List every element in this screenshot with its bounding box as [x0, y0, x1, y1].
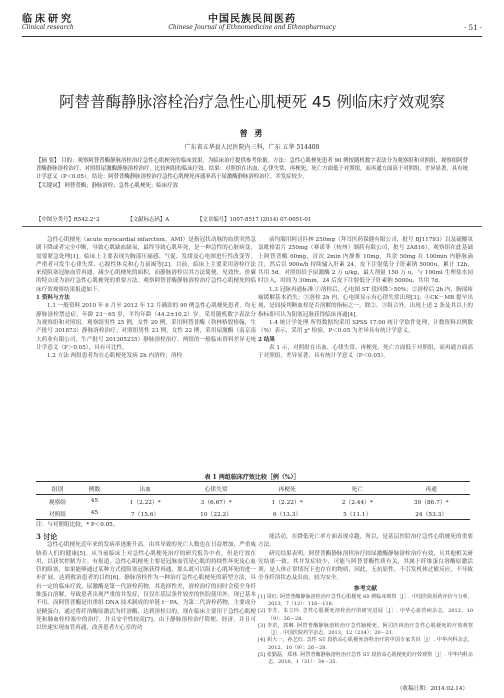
paragraph: 急性心肌梗死（acute myocardial infarction，AMI）是指冠状动脉的血供突然急剧下降或者完全中断，导致心肌缺血缺氧，最终导致心肌坏死，是一种急性的心脏病变，需要紧急处理[1]。临床上主要表现为胸部压痛感、气促、发绀及心电图进行性改变等，严重者可发生心律失常、心源性休克和心力衰竭等[2]。目前，临床上主要采用溶栓疗法来使阻塞冠脉血管再通，减少心肌梗死的面积，而静脉溶栓以其方法简便、见效快、价廉的特点成为治疗急性心肌梗死的重要方法。观察阿替普酶静脉溶栓治疗急性心肌梗死的临床疗效观察结果报道如下。	[36, 237, 256, 293]
table-header: 再通	[425, 486, 437, 493]
paragraph: 1.2 方法 两组患者均在心肌梗死发病 2h 内溶栓；溶栓	[47, 353, 183, 360]
abstract-rule	[22, 226, 482, 227]
section-heading: 1 资料与方法	[36, 295, 70, 302]
running-header	[22, 10, 482, 38]
table-row	[36, 507, 470, 520]
section-label-en: Clinical research	[22, 24, 74, 31]
reference-item: [4] 胡大一，孙艺红. 急性 ST 段抬高心肌梗死溶栓治疗的中国专家共识［J］. 中华内科杂志，2012，10（9）：26－28.	[258, 637, 473, 651]
table-cell: 观察组	[48, 499, 67, 506]
paragraph: 表 1 示，对照组在出血、心律失常、再梗死、死亡方面低于对照组，而再通方面高于对照组，差异显著，具有统计学意义（P＜0.05）。	[258, 344, 473, 360]
references-heading: 参考文献	[353, 585, 378, 592]
table-header: 心律失常	[204, 486, 228, 493]
article-number: 【文章编号】1007-8517 (2014) 07-0051-01	[197, 217, 312, 223]
table-cell: 1（2.22）*	[271, 499, 303, 506]
body-right-column	[258, 236, 473, 360]
paragraph: 急性心肌梗死近年来的发病率逐渐升高，由其导致的死亡人数也在日益增加，严重威胁着人们的健康[5]。从当前临床上对急性心肌梗死治疗的研究报告中看，但是疗效在用，以获状控制为主。有报道，急性心肌梗死主要是冠脉血管是心肌的持续性坏死及心血管的阻塞，如果能够通过某种方式使阻塞冠脉获得再通，那么就可以阻止心肌坏死的进一步扩展，达到救治患者的目的[6]。静脉溶栓作为一种治疗急性心肌梗死的新型方法，具有一定的临床疗效。尿激酶是第一代溶栓药物，其选择性差，溶栓治疗的同时会使全身纤维蛋白溶解，导致患者出现严重的并发症，仅仅在基层条件较差的医院使用外，现已基本不用。而阿替普酶是用重组 DNA 技术制成的单链 t－PA，为第二代溶栓药物，主要成分是糖蛋白，通过将纤溶酶原激活为纤溶酶，达到溶栓目的，现在临床主要用于急性心肌梗死和肺血栓栓塞中的治疗，并且安全性较高[7]。由于静脉溶栓治疗简便、经济，并且可以快速实现血管再通，改善患者左心室的功	[36, 542, 256, 632]
paragraph: 1.1 一般资料 2010 年 6 月至 2012 年 12 月确诊的 90 例急性心肌梗死患者，均无静脉溶栓禁忌症，年龄 23－65 岁，平均年龄（44.2±10.2）岁。采用随机数字表法分为观察组和对照组。观察组男性 25 例，女性 20 例，采用阿替普酶（勃林格殷格翰，生产批号 301873）静脉溶栓治疗；对照组男性 23 例，女性 22 例，采用尿激酶（南京南大药业有限公司，生产批号 201305235）静脉溶栓治疗，两组的一般临床资料差异无统计学意义（P＞0.05），具有可比性。	[36, 303, 256, 351]
table-header: 再梗死	[278, 486, 296, 493]
table-cell: 6（13.3）	[272, 511, 302, 518]
references-list	[258, 594, 473, 666]
table-cell: 5（11.1）	[343, 511, 372, 518]
article-title: 阿替普酶静脉溶栓治疗急性心肌梗死 45 例临床疗效观察	[58, 93, 446, 111]
table-cell: 45	[90, 510, 99, 516]
table-title: 表 1 两组临床疗效比较［例（%）］	[204, 474, 300, 481]
journal-name-en: Chinese Journal of Ethnomedicine and Ethnopharmacy	[168, 24, 336, 31]
body-left-column	[36, 236, 256, 360]
table-cell: 3（6.67）*	[200, 499, 232, 506]
page-number: · 51 ·	[464, 24, 482, 32]
table-cell: 24（53.3）	[415, 511, 448, 518]
received-date: （收稿日期：2014.02.14）	[396, 686, 468, 692]
table-header: 死亡	[351, 486, 364, 493]
table-header: 组别	[51, 486, 64, 493]
section-heading: 3 讨论	[36, 532, 58, 541]
paragraph: 研究结果表明，阿替普酶静脉溶栓治疗较尿激酶静脉溶栓治疗有效，且其他相关研究结果一致，其并发症较少，可能与阿替普酶性质有关，其属于纤维蛋白溶酶原激活剂，是人体正常情况下也存在的物质，因此，无抗原性，不引发机体过敏反应，不导致全身纤溶状态及出血，较为安全。	[258, 550, 473, 582]
keywords: 【关键词】 阿替普酶；静脉溶栓；急性心肌梗死；临床疗效	[36, 182, 178, 189]
table-cell: 对照组	[48, 511, 67, 518]
section-label: 临床研究	[22, 14, 74, 25]
results-table	[36, 481, 470, 520]
table-cell: 2（2.44）*	[341, 499, 373, 506]
table-header-row	[36, 482, 470, 495]
discussion-right-column	[258, 533, 473, 666]
table-cell: 7（15.6）	[131, 511, 160, 518]
paragraph: 1.3 冠脉再通标准 ①溶栓后，心电图 ST 段回降＞50%；②溶栓后 2h 内，胸部疼痛缓解基本消失；③溶栓 2h 内，心电图显示有心律失常出现[3]；④CK－MB 提早出现，是间接判断血栓是否溶解的指标之一。除②、③组合外，出现上述 2 条及其以上的指标即可认为阻塞冠脉获得临床再通[4]。	[258, 286, 473, 318]
reference-item: [3] 李洪，郭琳. 阿替普酶静脉溶栓治疗急性脑梗死、阿司匹林治疗急性心肌梗死的疗效观察［J］. 中国医院药学杂志，2013，12（234）：20－21.	[258, 622, 473, 637]
table-cell: 39（86.7）*	[413, 499, 449, 506]
table-cell: 1（2.22）*	[129, 499, 161, 506]
discussion-left-column	[36, 533, 256, 633]
reference-item: [1] 周红. 阿替普酶静脉溶栓治疗急性心肌梗死 60 例临床观察［J］. 中国医院用药评价与分析，2013，7（12）：116－118.	[258, 594, 473, 608]
abstract	[36, 157, 468, 190]
journal-name: 中国民族民间医药	[208, 14, 296, 25]
table-cell: 45	[90, 498, 99, 504]
classification-line	[36, 215, 468, 223]
paragraph: 能活动，在降低死亡率方面表现卓越，所以，是基层医院治疗急性心肌梗死的重要方法。	[258, 534, 473, 549]
reference-item: [2] 李芳，朱立玲. 急性心肌梗死溶栓治疗的研究进展［J］. 中华心血管病杂志，2012，10（9）：26－28.	[258, 608, 473, 622]
table-header: 例数	[88, 486, 101, 493]
abstract-text: 【摘 要】 目的：观察阿替普酶静脉溶栓治疗急性心肌梗死的临床效果，为临床治疗提供参考依据。方法：急性心肌梗死患者 90 例按随机数字表法分为观察组和对照组，观察组阿替普酶静脉溶栓治疗，对照组尿激酶静脉溶栓治疗，比较两组的临床疗效。结果：对照组在出血、心律失常、再梗死、死亡方面低于对照组，而再通方面高于对照组，差异显著，具有统计学意义（P＜0.05）。结论：阿替普酶静脉溶栓治疗急性心肌梗死再通率高于尿激酶静脉溶栓治疗，并发症较少。	[36, 158, 468, 181]
table-header: 出血	[139, 486, 151, 493]
table-row	[36, 495, 470, 508]
reference-item: [5] 张勤磊，郑林. 阿替普酶静脉溶栓治疗急性 ST 段抬高心肌梗死的疗效观察［J］. 中华内科杂志，2010，1（31）：34－35.	[258, 651, 473, 665]
paragraph: 前均服用阿司匹林 250mg（拜耳医药保健有限公司，批号 BJ11793）以及硫酸氢氯吡格雷片 250mg（赛诺菲（杭州）制药有限公司，批号 2A816）。观察组在此基础上阿替普酶 60mg，首次 2min 内静推 10mg，其余 50mg 在 100min 内静脉滴注，然后以 900u/h 持续输入肝素 24，皮下注射低分子肝素钠 5000u，累计 12h，共用 5d。对照组给予尿激酶 2 万 u/kg，最大剂量 150 万 u，与 100ml 生理盐水同时注入，时间为 30min，24 后皮下注射低分子肝素钠 5000u，共用 7d。	[258, 237, 473, 285]
clc-number: 【中图分类号】R542.2⁺2	[36, 217, 100, 223]
section-heading: 2 结果	[258, 336, 276, 343]
paragraph: 1.4 统计学处理 所得数据均采用 SPSS 17.00 统计学软件处理，计数资料以例数（%）表示，采用 χ² 检验，P＜0.05 为差异具有统计学意义。	[258, 319, 473, 335]
table-note: 注：与对照组比较，* P＜0.05。	[36, 522, 119, 528]
author: 曾 勇	[239, 128, 265, 138]
header-rule	[22, 36, 482, 37]
affiliation: 广东省五华县人民医院内三科，广东 五华 514400	[184, 144, 320, 151]
table-cell: 10（22.2）	[200, 511, 233, 518]
doc-code: 【文献标志码】A	[127, 217, 170, 223]
